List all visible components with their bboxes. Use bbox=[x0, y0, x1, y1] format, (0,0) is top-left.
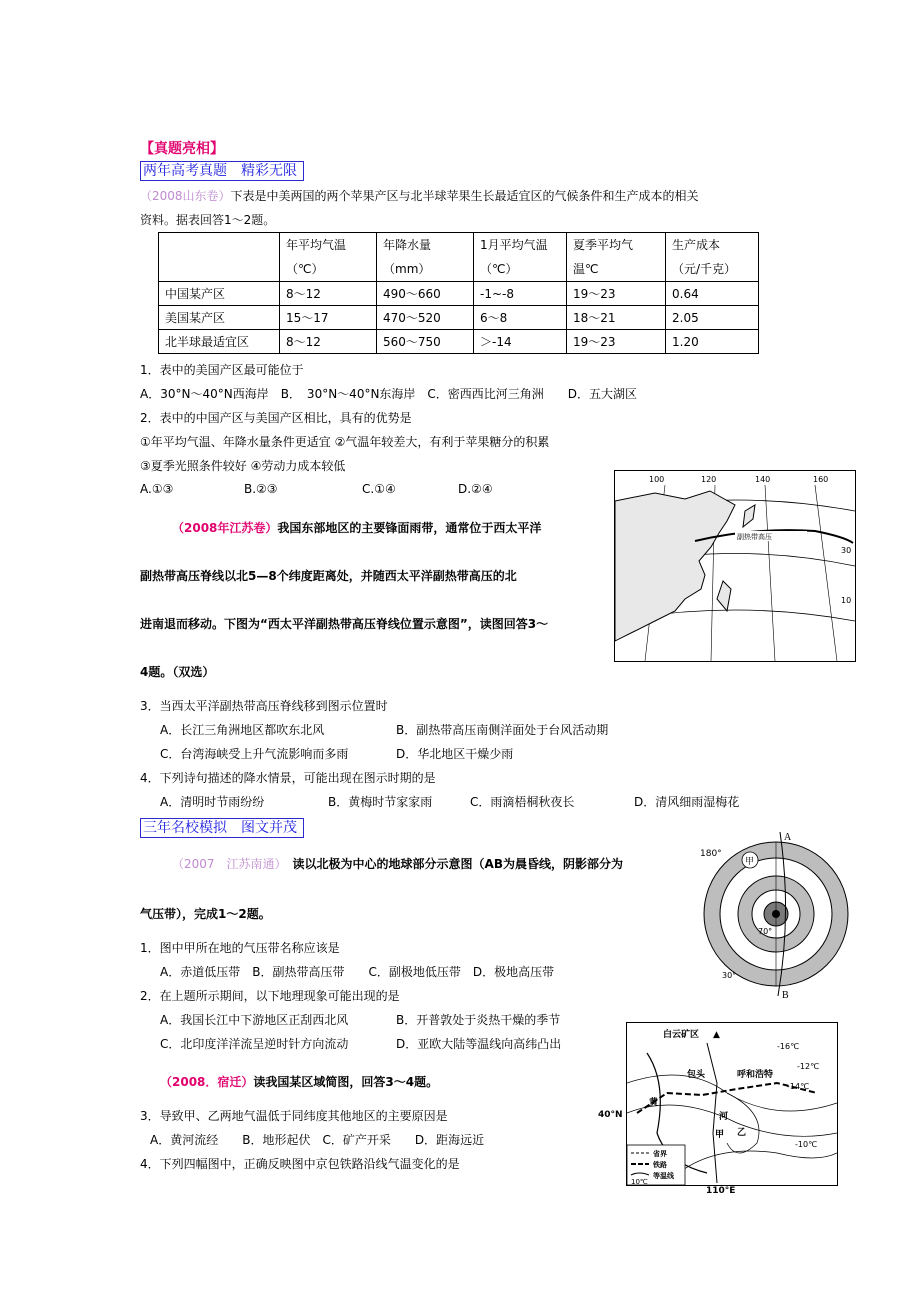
nt-question-1: 1．图中甲所在地的气压带名称应该是 bbox=[140, 941, 340, 955]
nt-question-2-option-c: C．北印度洋洋流呈逆时针方向流动 bbox=[160, 1037, 349, 1051]
mine-icon: ▲ bbox=[713, 1030, 720, 1040]
subtropical-high-map bbox=[614, 470, 856, 662]
isotherm-label: -14℃ bbox=[787, 1082, 810, 1091]
map-label-baotou: 包头 bbox=[687, 1070, 706, 1080]
map-ridge-label: 副热带高压 bbox=[737, 533, 772, 541]
question-2-line-2: ③夏季光照条件较好 ④劳动力成本较低 bbox=[140, 459, 346, 473]
js-intro-line-4: 4题。（双选） bbox=[140, 665, 215, 679]
option-b: B.②③ bbox=[244, 482, 278, 496]
map-label-huang: 黄 bbox=[649, 1098, 659, 1108]
question-3-option-c: C．台湾海峡受上升气流影响而多雨 bbox=[160, 747, 349, 761]
polar-label-a: A bbox=[784, 832, 792, 843]
table-header-cell: 年平均气温 （℃） bbox=[280, 233, 377, 282]
legend-province: 省界 bbox=[653, 1150, 667, 1158]
nt-question-2: 2．在上题所示期间，以下地理现象可能出现的是 bbox=[140, 989, 400, 1003]
map-lat-label: 30 bbox=[841, 546, 852, 555]
map-lon-label: 120 bbox=[701, 475, 717, 484]
q-intro-line-2: 资料。据表回答1～2题。 bbox=[140, 213, 276, 227]
table-header-cell: 夏季平均气 温℃ bbox=[567, 233, 666, 282]
map-lon-label: 140 bbox=[755, 475, 771, 484]
table-header-cell: 1月平均气温 （℃） bbox=[474, 233, 567, 282]
map-lat-40n: 40°N bbox=[598, 1110, 623, 1120]
js-intro-line-2: 副热带高压脊线以北5—8个纬度距离处，并随西太平洋副热带高压的北 bbox=[140, 569, 517, 583]
section-title-gaokao: 两年高考真题 精彩无限 bbox=[140, 161, 304, 181]
table-row: 中国某产区 8～12 490～660 -1~-8 19～23 0.64 bbox=[159, 282, 759, 306]
polar-label-70: 70° bbox=[758, 927, 773, 936]
question-3-option-d: D．华北地区干燥少雨 bbox=[396, 747, 514, 761]
nt-question-2-option-b: B．开普敦处于炎热干燥的季节 bbox=[396, 1013, 561, 1027]
question-1: 1．表中的美国产区最可能位于 bbox=[140, 363, 304, 377]
map-lon-label: 100 bbox=[649, 475, 665, 484]
table-row: 美国某产区 15～17 470～520 6～8 18～21 2.05 bbox=[159, 306, 759, 330]
table-header-cell: 生产成本 （元/千克） bbox=[666, 233, 759, 282]
question-1-options: A．30°N～40°N西海岸 B． 30°N～40°N东海岸 C．密西西比河三角洲 D．五大湖区 bbox=[140, 387, 638, 401]
option-a: A.①③ bbox=[140, 482, 174, 496]
sq-question-4: 4．下列四幅图中，正确反映图中京包铁路沿线气温变化的是 bbox=[140, 1157, 460, 1171]
polar-label-b: B bbox=[782, 990, 789, 1000]
question-2: 2．表中的中国产区与美国产区相比，具有的优势是 bbox=[140, 411, 412, 425]
legend-railway: 铁路 bbox=[653, 1161, 667, 1169]
table-header-cell: 年降水量 （mm） bbox=[377, 233, 474, 282]
sq-question-3-options: A．黄河流经 B．地形起伏 C．矿产开采 D．距海远近 bbox=[150, 1133, 485, 1147]
polar-label-180: 180° bbox=[700, 849, 722, 859]
polar-label-30: 30° bbox=[722, 971, 737, 980]
map-lat-label: 10 bbox=[841, 596, 852, 605]
map-label-jia: 甲 bbox=[715, 1130, 725, 1140]
map-label-he: 河 bbox=[719, 1112, 729, 1122]
question-2-line-1: ①年平均气温、年降水量条件更适宜 ②气温年较差大，有利于苹果糖分的积累 bbox=[140, 435, 550, 449]
region-map bbox=[626, 1022, 838, 1186]
source-label: （2008山东卷） bbox=[140, 189, 231, 203]
legend-isotherm: 等温线 bbox=[653, 1172, 674, 1180]
section-title-mock: 三年名校模拟 图文并茂 bbox=[140, 818, 304, 838]
question-4-option-b: B．黄梅时节家家雨 bbox=[328, 795, 433, 809]
map-label-yi: 乙 bbox=[737, 1128, 747, 1138]
question-4-option-a: A．清明时节雨纷纷 bbox=[160, 795, 265, 809]
js-intro-line-1: （2008年江苏卷）我国东部地区的主要锋面雨带，通常位于西太平洋 bbox=[172, 521, 542, 535]
isotherm-label: -10℃ bbox=[795, 1140, 818, 1149]
polar-label-jia: 甲 bbox=[745, 857, 755, 867]
isotherm-label: -12℃ bbox=[797, 1062, 820, 1071]
question-4-option-d: D．清风细雨湿梅花 bbox=[634, 795, 740, 809]
nt-intro-line-2: 气压带），完成1～2题。 bbox=[140, 907, 271, 921]
nt-question-2-option-a: A．我国长江中下游地区正刮西北风 bbox=[160, 1013, 349, 1027]
option-d: D.②④ bbox=[458, 482, 493, 496]
table-header-row bbox=[159, 233, 759, 282]
question-3-option-b: B．副热带高压南侧洋面处于台风活动期 bbox=[396, 723, 609, 737]
question-4-option-c: C．雨滴梧桐秋夜长 bbox=[470, 795, 575, 809]
map-label-baiyun: 白云矿区 bbox=[663, 1030, 700, 1040]
legend-temp: 10℃ bbox=[631, 1178, 648, 1185]
sq-question-3: 3．导致甲、乙两地气温低于同纬度其他地区的主要原因是 bbox=[140, 1109, 448, 1123]
table-header-cell bbox=[159, 233, 280, 282]
question-3: 3．当西太平洋副热带高压脊线移到图示位置时 bbox=[140, 699, 388, 713]
polar-diagram bbox=[692, 830, 862, 1000]
source-label: （2007 江苏南通） bbox=[172, 857, 287, 871]
question-3-option-a: A．长江三角洲地区都吹东北风 bbox=[160, 723, 325, 737]
section-header: 【真题亮相】 bbox=[140, 141, 224, 157]
nt-intro-line-1: （2007 江苏南通） 读以北极为中心的地球部分示意图（AB为晨昏线，阴影部分为 bbox=[172, 857, 623, 871]
sq-intro: （2008．宿迁）读我国某区域简图，回答3～4题。 bbox=[160, 1075, 439, 1089]
nt-question-1-options: A．赤道低压带 B．副热带高压带 C．副极地低压带 D．极地高压带 bbox=[160, 965, 555, 979]
map-lon-label: 160 bbox=[813, 475, 829, 484]
option-c: C.①④ bbox=[362, 482, 396, 496]
map-label-hohhot: 呼和浩特 bbox=[737, 1070, 774, 1080]
source-label: （2008．宿迁） bbox=[160, 1075, 254, 1089]
map-lon-110e: 110°E bbox=[706, 1186, 736, 1196]
source-label: （2008年江苏卷） bbox=[172, 521, 278, 535]
q-intro-line-1 bbox=[140, 188, 699, 204]
table-row: 北半球最适宜区 8～12 560～750 ＞-14 19～23 1.20 bbox=[159, 330, 759, 354]
question-4: 4．下列诗句描述的降水情景，可能出现在图示时期的是 bbox=[140, 771, 436, 785]
intro-text: 下表是中美两国的两个苹果产区与北半球苹果生长最适宜区的气候条件和生产成本的相关 bbox=[230, 189, 699, 203]
climate-table bbox=[158, 232, 759, 354]
isotherm-label: -16℃ bbox=[777, 1042, 800, 1051]
js-intro-line-3: 进南退而移动。下图为“西太平洋副热带高压脊线位置示意图”，读图回答3～ bbox=[140, 617, 549, 631]
nt-question-2-option-d: D．亚欧大陆等温线向高纬凸出 bbox=[396, 1037, 562, 1051]
